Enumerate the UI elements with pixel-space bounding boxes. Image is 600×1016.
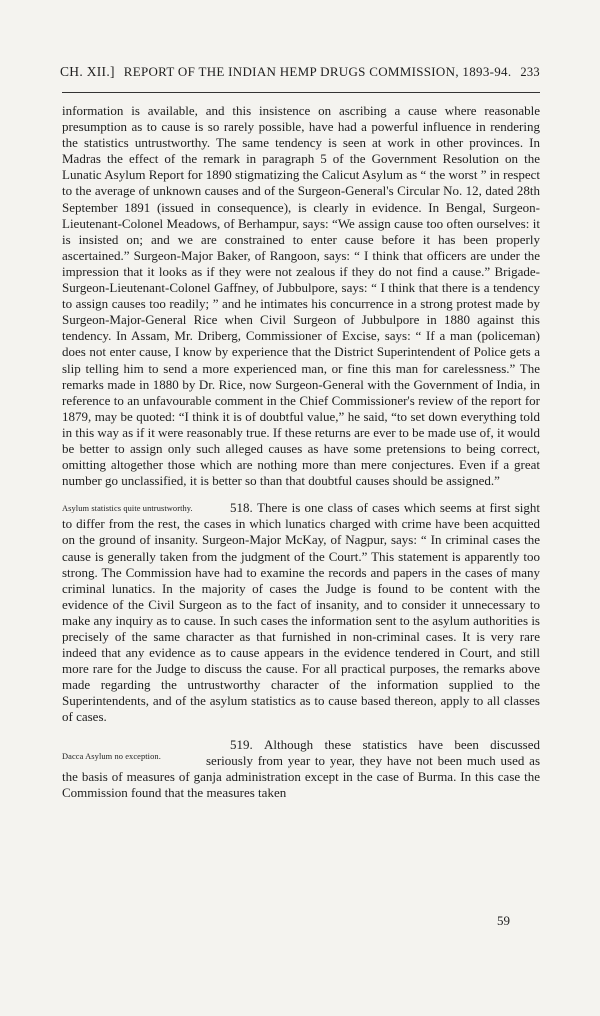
paragraph-continued: information is available, and this insistence on ascribing a cause where reasonable presumption as to cause is so rarely possible, have had a powerful influence in rendering the statistics untrustworthy. The same tendency is seen at work in other provinces. In Madras the effect of the remark in paragraph 5 of the Government Resolution on the Lunatic Asylum Report for 1890 stigmatizing the Calicut Asylum as “ the worst ” in respect to the average of unknown causes and of the Surgeon-General's Circular No. 12, dated 28th September 1891 (issued in consequence), is clearly in evidence. In Bengal, Surgeon-Lieutenant-Colonel Meadows, of Berhampur, says: “We assign cause too often ourselves: it is insisted on; and we are constrained to enter cause before it has been properly ascertained.” Surgeon-Major Baker, of Rangoon, says: “ I think that officers are under the impression that it looks as if they were not zealous if they do not find a cause.” Brigade-Surgeon-Lieutenant-Colonel Gaffney, of Jubbulpore, says: “ I think that there is a tendency to assign causes too readily; ” and he intimates his concurrence in a strong protest made by Surgeon-Major-General Rice when Civil Surgeon of Jubbulpore in 1880 against this tendency. In Assam, Mr. Driberg, Commissioner of Excise, says: “ If a man (policeman) does not enter cause, I know by experience that the District Superintendent of Police gets a slip telling him to send a more experienced man, or fine this man for carelessness.” The remarks made in 1880 by Dr. Rice, now Surgeon-General with the Government of India, in reference to an unfavourable comment in the Chief Commissioner's review of the report for 1879, may be quoted: “I think it is of doubtful value,” he said, “to set down everything told in this way as if it were reasonably true. If these returns are ever to be made use of, it would be better to assign only such alleged causes as have some pretensions to being correct, omitting altogether those which are nothing more than mere conjectures. Even if a great number go unclassified, it is better so than that doubtful causes should be assigned.” <box>62 103 540 489</box>
side-note-519: Dacca Asylum no exception. <box>62 751 161 761</box>
chapter-label: CH. XII.] <box>60 64 115 79</box>
paragraph-519-text: Although these statistics have been discussed seriously from year to year, they have not been much used as the basis of measures of ganja administration except in the case of Burma. In this case the Commission found that the measures taken <box>62 736 541 800</box>
page-number: 233 <box>520 65 540 79</box>
paragraph-518-number: 518. <box>230 500 253 516</box>
side-note-518: Asylum statistics quite untrustworthy. <box>62 504 193 514</box>
signature-folio: 59 <box>497 913 510 928</box>
paragraph-gap <box>62 489 540 500</box>
paragraph-519 <box>62 737 540 801</box>
report-title: REPORT OF THE INDIAN HEMP DRUGS COMMISSION, 1893-94. <box>123 64 512 79</box>
paragraph-518-text: There is one class of cases which seems at first sight to differ from the rest, the cases in which lunatics charged with crime have been acquitted on the ground of insanity. Surgeon-Major McKay, of Nagpur, says: “ In criminal cases the cause is generally taken from the judgment of the Court.” This statement is apparently too strong. The Commission have had to examine the records and papers in the cases of many criminal lunatics. In the majority of cases the Judge is found to be content with the evidence of the Civil Surgeon as to the fact of insanity, and to consider it unnecessary to make any inquiry as to cause. In such cases the information sent to the asylum authorities is precisely of the same character as that furnished in non-criminal cases. It is very rare indeed that any evidence as to cause appears in the evidence tendered in Court, and still more rare for the Judge to discuss the cause. For all practical purposes, the remarks above made regarding the untrustworthy character of the information supplied to the Superintendents, and of the asylum statistics as to cause based thereon, apply to all classes of cases. <box>62 500 540 725</box>
body-text <box>62 103 540 801</box>
paragraph-519-number: 519. <box>230 736 253 752</box>
paragraph-518 <box>62 500 540 725</box>
paragraph-gap <box>62 726 540 737</box>
header-rule <box>62 92 540 93</box>
running-header <box>60 64 540 80</box>
